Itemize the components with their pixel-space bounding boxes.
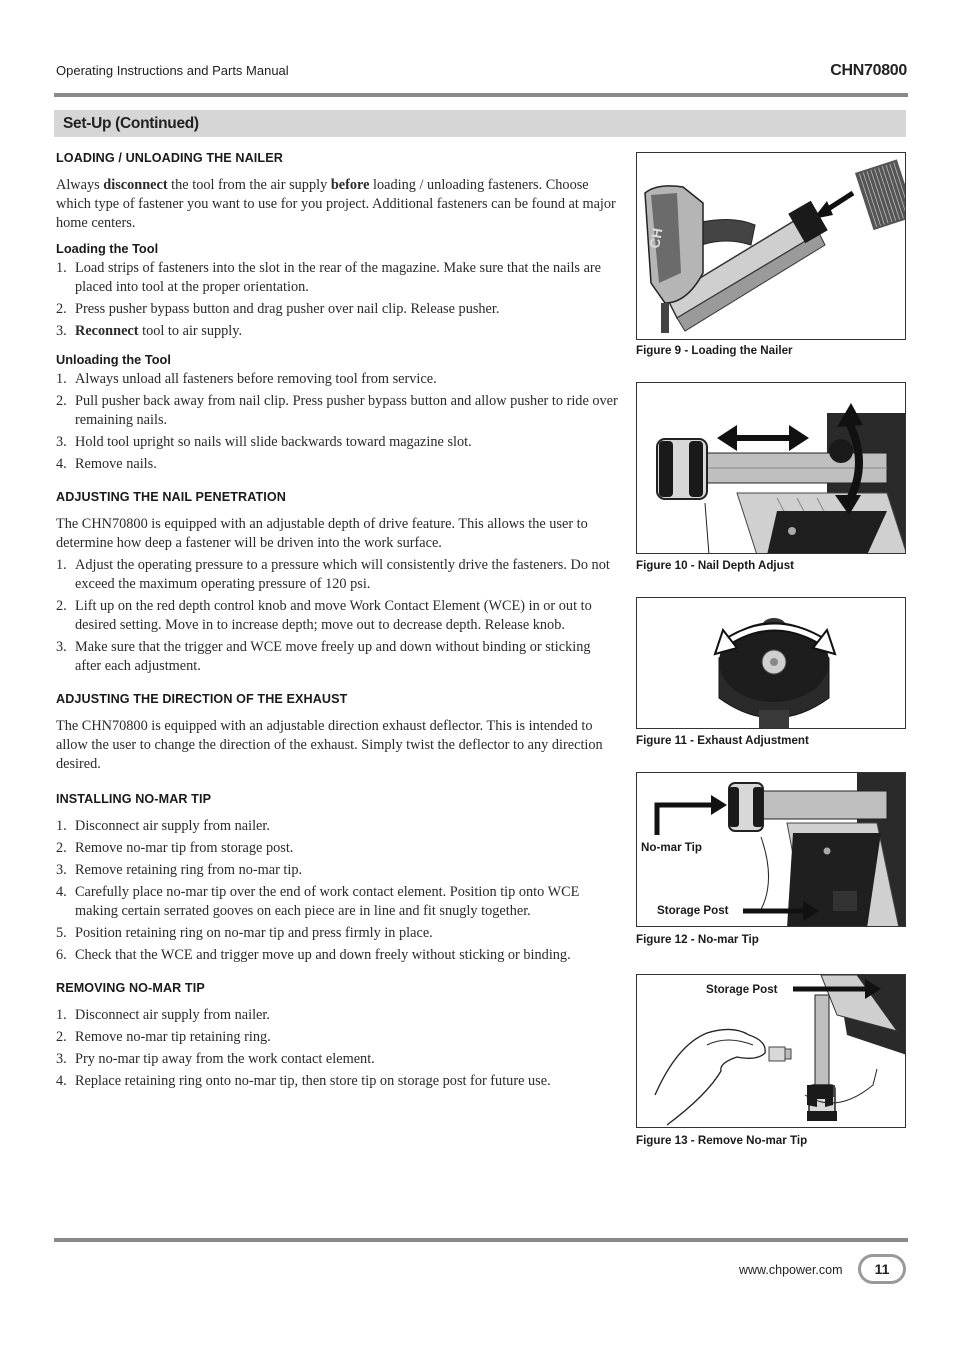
list-item: 2. Remove no-mar tip retaining ring.: [56, 1029, 271, 1045]
header-rule: [54, 93, 908, 97]
list-item: 3. Remove retaining ring from no-mar tip.: [56, 862, 303, 878]
list-item: 3. Pry no-mar tip away from the work contact element.: [56, 1051, 375, 1067]
heading-loading: LOADING / UNLOADING THE NAILER: [56, 151, 283, 165]
page-number-badge: 11: [858, 1254, 906, 1284]
section-title: Set-Up (Continued): [63, 115, 199, 132]
list-item: 1. Disconnect air supply from nailer.: [56, 818, 270, 834]
section-bar: [54, 110, 906, 137]
label-no-mar-tip: No-mar Tip: [641, 841, 702, 854]
list-item: 4. Carefully place no-mar tip over the end of work contact element. Position tip onto WCE making certain serrated gooves on each piece are in line and fit snugly together.: [56, 884, 580, 919]
figure-10-caption: Figure 10 - Nail Depth Adjust: [636, 559, 795, 572]
list-item: 4. Remove nails.: [56, 456, 157, 472]
svg-text:CH: CH: [646, 226, 666, 250]
list-item: 3. Hold tool upright so nails will slide backwards toward magazine slot.: [56, 434, 472, 450]
list-item: 1. Always unload all fasteners before removing tool from service.: [56, 371, 437, 387]
figure-9-caption: Figure 9 - Loading the Nailer: [636, 344, 793, 357]
main-text-column: [56, 149, 618, 1094]
list-item: 1. Adjust the operating pressure to a pressure which will consistently drive the fasteners. Do not exceed the maximum operating pressure of 120 psi.: [56, 557, 610, 592]
figure-13-image: [636, 974, 906, 1128]
list-item: 6. Check that the WCE and trigger move up and down freely without sticking or binding.: [56, 947, 571, 963]
figure-11-caption: Figure 11 - Exhaust Adjustment: [636, 734, 809, 747]
emphasis-disconnect: disconnect: [103, 177, 168, 193]
exhaust-adjustment-illustration: [637, 598, 906, 729]
heading-loading-tool: Loading the Tool: [56, 241, 159, 256]
figure-9-image: [636, 152, 906, 340]
heading-unloading-tool: Unloading the Tool: [56, 352, 171, 367]
footer-website: www.chpower.com: [739, 1263, 843, 1277]
emphasis-reconnect: Reconnect: [75, 323, 139, 339]
list-item: 1. Disconnect air supply from nailer.: [56, 1007, 270, 1023]
heading-exhaust: ADJUSTING THE DIRECTION OF THE EXHAUST: [56, 692, 348, 706]
figure-12-caption: Figure 12 - No-mar Tip: [636, 933, 759, 946]
list-item: 2. Press pusher bypass button and drag pusher over nail clip. Release pusher.: [56, 301, 500, 317]
list-item: 5. Position retaining ring on no-mar tip and press firmly in place.: [56, 925, 433, 941]
penetration-steps-list: [56, 556, 618, 676]
footer-rule: [54, 1238, 908, 1242]
installing-steps-list: [56, 817, 618, 965]
list-item: 3. Make sure that the trigger and WCE move freely up and down without binding or sticking after each adjustment.: [56, 639, 591, 674]
heading-penetration: ADJUSTING THE NAIL PENETRATION: [56, 490, 286, 504]
emphasis-before: before: [330, 177, 370, 193]
nailer-loading-illustration: [637, 153, 906, 340]
list-item: 3. Reconnect tool to air supply.: [56, 323, 243, 339]
unloading-steps-list: [56, 370, 618, 474]
list-item: 2. Remove no-mar tip from storage post.: [56, 840, 294, 856]
list-item: 2. Pull pusher back away from nail clip. Press pusher bypass button and allow pusher to ride over remaining nails.: [56, 393, 618, 428]
nail-depth-illustration: [637, 383, 906, 554]
label-storage-post-fig13: Storage Post: [706, 983, 778, 996]
figure-10-image: [636, 382, 906, 554]
list-item: 1. Load strips of fasteners into the slot in the rear of the magazine. Make sure that the nails are placed into tool at the proper orientation.: [56, 260, 602, 295]
header-model-number: CHN70800: [830, 62, 907, 79]
list-item: 2. Lift up on the red depth control knob and move Work Contact Element (WCE) in or out to desired setting. Move in to increase depth; move out to decrease depth. Release knob.: [56, 598, 592, 633]
loading-intro: Always disconnect the tool from the air supply before loading / unloading fasteners. Choose which type of fastener you want to use for you project. Additional fasteners can be found at major home centers.: [56, 177, 616, 231]
label-storage-post-fig12: Storage Post: [657, 904, 729, 917]
list-item: 4. Replace retaining ring onto no-mar tip, then store tip on storage post for future use.: [56, 1073, 551, 1089]
figure-13-caption: Figure 13 - Remove No-mar Tip: [636, 1134, 808, 1147]
loading-steps-list: [56, 259, 618, 341]
figure-11-image: [636, 597, 906, 729]
heading-installing: INSTALLING NO-MAR TIP: [56, 792, 212, 806]
exhaust-intro: The CHN70800 is equipped with an adjustable direction exhaust deflector. This is intended to allow the user to change the direction of the exhaust. Simply twist the deflector to any direction desired.: [56, 718, 603, 772]
heading-removing: REMOVING NO-MAR TIP: [56, 981, 205, 995]
remove-no-mar-tip-illustration: [637, 975, 906, 1128]
penetration-intro: The CHN70800 is equipped with an adjustable depth of drive feature. This allows the user to determine how deep a fastener will be driven into the work surface.: [56, 516, 588, 551]
header-manual-title: Operating Instructions and Parts Manual: [56, 63, 289, 78]
removing-steps-list: [56, 1006, 618, 1091]
